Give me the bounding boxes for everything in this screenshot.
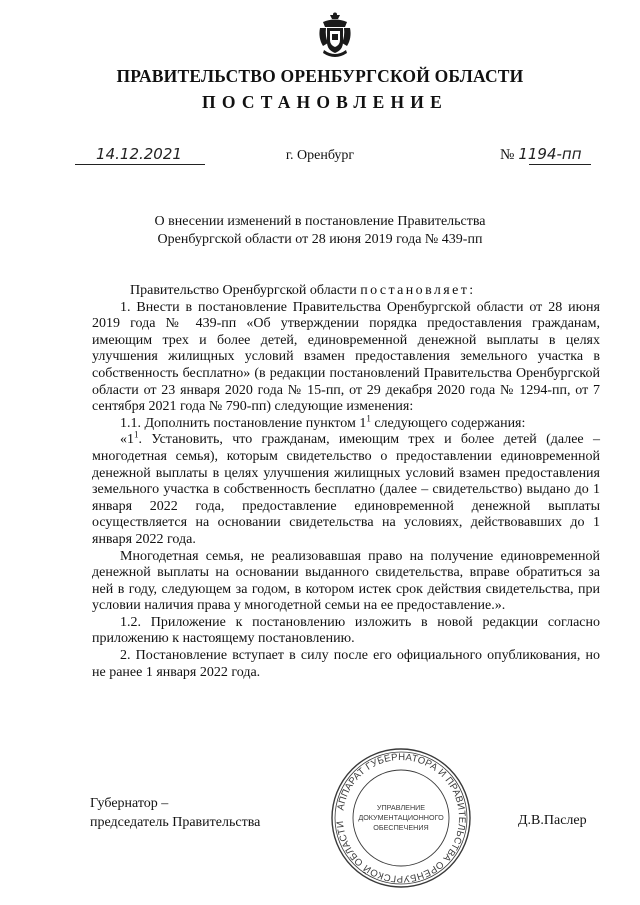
- stamp-center-line-3: ОБЕСПЕЧЕНИЯ: [373, 823, 429, 832]
- quoted-1-text-a: «1: [120, 432, 134, 448]
- city: г. Оренбург: [285, 148, 355, 163]
- quoted-paragraph-1: [92, 429, 600, 548]
- quoted-1-sup: 1: [134, 429, 139, 440]
- number-value: 1194-пп: [518, 145, 582, 163]
- paragraph-2: 2. Постановление вступает в силу после его официального опубликования, но не ранее 1 января 2022 года.: [92, 648, 600, 680]
- paragraph-1-1-text-a: 1.1. Дополнить постановление пунктом 1: [120, 415, 367, 431]
- paragraph-1-2: 1.2. Приложение к постановлению изложить в новой редакции согласно приложению к настоящему постановлению.: [92, 614, 600, 647]
- paragraph-1: 1. Внести в постановление Правительства Оренбургской области от 28 июня 2019 года № 439-пп «Об утверждении порядка предоставления гражданам, имеющим трех и более детей, единовременной денежной выплаты в целях улучшения жилищных условий взамен предоставления земельного участка в собственность бесплатно» (в редакции постановлений Правительства Оренбургской области от 23 января 2020 года № 15-пп, от 29 декабря 2020 года № 1294-пп, от 7 сентября 2021 года № 790-пп) следующие изменения:: [92, 299, 600, 415]
- signatory-title-line-1: Губернатор –: [90, 796, 169, 811]
- stamp-center-line-1: УПРАВЛЕНИЕ: [376, 803, 426, 812]
- paragraph-1-1-text-b: следующего содержания:: [370, 415, 526, 431]
- document-type: ПОСТАНОВЛЕНИЕ: [202, 92, 448, 112]
- official-stamp: [330, 747, 472, 889]
- document-subject: [0, 213, 640, 249]
- date-underline: [75, 164, 205, 165]
- stamp-ring-text: АППАРАТ ГУБЕРНАТОРА И ПРАВИТЕЛЬСТВА ОРЕНБУРГСКОЙ ОБЛАСТИ: [334, 751, 468, 885]
- preamble-text: Правительство Оренбургской области: [130, 283, 357, 298]
- document-body: [92, 283, 600, 681]
- preamble: [92, 283, 600, 300]
- document-date: 14.12.2021: [96, 145, 182, 163]
- quoted-1-text-b: . Установить, что гражданам, имеющим трех и более детей (далее – многодетная семья), которым свидетельство о предоставлении единовременной денежной выплаты в целях улучшения жилищных условий взамен предоставления земельного участка в собственность бесплатно (далее – свидетельство) выдано до 1 января 2022 года, предоставление единовременной денежной выплаты осуществляется на основании свидетельства на условиях, действовавших до 1 января 2022 года.: [92, 432, 600, 547]
- signatory-title: [90, 794, 260, 832]
- organization-name: ПРАВИТЕЛЬСТВО ОРЕНБУРГСКОЙ ОБЛАСТИ: [116, 66, 524, 86]
- paragraph-1-1-sup: 1: [366, 413, 371, 424]
- paragraph-1-1: [92, 413, 600, 433]
- document-number: [500, 145, 582, 164]
- quoted-paragraph-2: Многодетная семья, не реализовавшая право на получение единовременной денежной выплаты на основании выданного свидетельства, вправе обратиться за ней в году, следующем за годом, в котором истек срок действия свидетельства, при условии наличия права у многодетной семьи на ее предоставление.».: [92, 548, 600, 614]
- number-sign: №: [500, 147, 515, 163]
- subject-line-2: Оренбургской области от 28 июня 2019 года № 439-пп: [157, 232, 483, 247]
- preamble-verb: постановляет:: [360, 283, 476, 298]
- signatory-name: Д.В.Паслер: [518, 813, 587, 828]
- signatory-title-line-2: председатель Правительства: [90, 815, 261, 830]
- subject-line-1: О внесении изменений в постановление Правительства: [154, 214, 486, 229]
- number-underline: [529, 164, 591, 165]
- coat-of-arms-icon: [318, 12, 352, 58]
- stamp-center-line-2: ДОКУМЕНТАЦИОННОГО: [358, 813, 444, 822]
